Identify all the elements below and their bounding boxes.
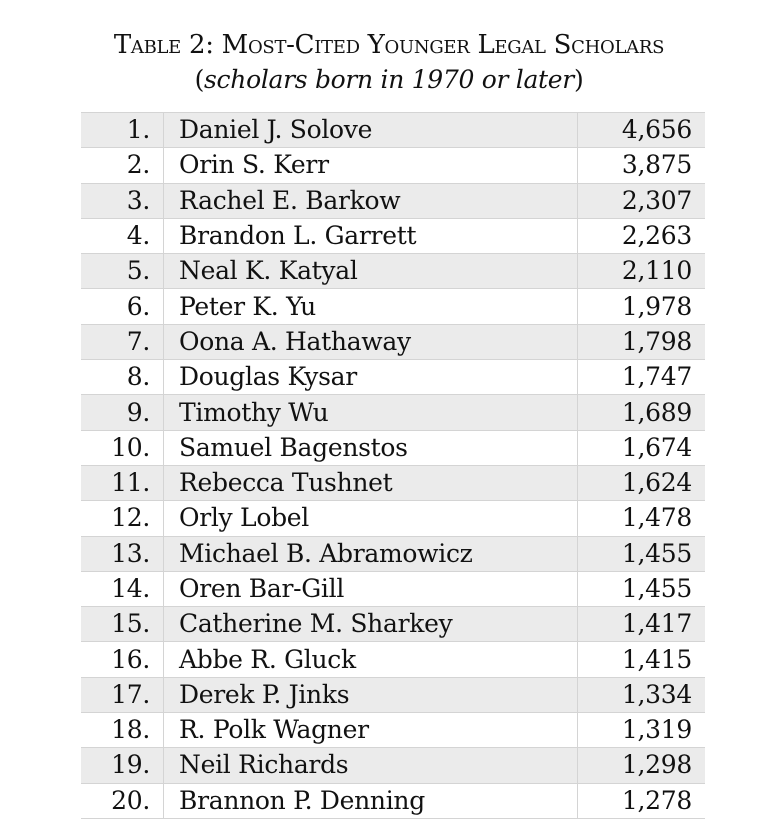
name-cell: Orly Lobel <box>164 501 578 536</box>
count-cell: 1,624 <box>578 465 706 500</box>
table-row <box>81 465 705 500</box>
rank-cell: 16. <box>81 642 164 677</box>
name-cell: Timothy Wu <box>164 395 578 430</box>
name-cell: Douglas Kysar <box>164 360 578 395</box>
name-cell: Orin S. Kerr <box>164 148 578 183</box>
table-row <box>81 571 705 606</box>
table-row <box>81 324 705 359</box>
name-cell: Neal K. Katyal <box>164 254 578 289</box>
rank-cell: 3. <box>81 183 164 218</box>
rank-cell: 9. <box>81 395 164 430</box>
rank-cell: 2. <box>81 148 164 183</box>
name-cell: Neil Richards <box>164 748 578 783</box>
rank-cell: 15. <box>81 607 164 642</box>
name-cell: Derek P. Jinks <box>164 677 578 712</box>
rank-cell: 11. <box>81 465 164 500</box>
name-cell: Rachel E. Barkow <box>164 183 578 218</box>
count-cell: 4,656 <box>578 113 706 148</box>
table-row <box>81 289 705 324</box>
count-cell: 3,875 <box>578 148 706 183</box>
count-cell: 1,298 <box>578 748 706 783</box>
count-cell: 2,110 <box>578 254 706 289</box>
count-cell: 1,455 <box>578 571 706 606</box>
rank-cell: 5. <box>81 254 164 289</box>
table-title: Table 2: Most-Cited Younger Legal Scholars <box>113 30 665 60</box>
name-cell: Brannon P. Denning <box>164 783 578 818</box>
rank-cell: 19. <box>81 748 164 783</box>
name-cell: Oona A. Hathaway <box>164 324 578 359</box>
count-cell: 1,278 <box>578 783 706 818</box>
count-cell: 1,978 <box>578 289 706 324</box>
rank-cell: 14. <box>81 571 164 606</box>
name-cell: R. Polk Wagner <box>164 713 578 748</box>
rank-cell: 18. <box>81 713 164 748</box>
table-row <box>81 183 705 218</box>
table-row <box>81 360 705 395</box>
table-row <box>81 748 705 783</box>
name-cell: Daniel J. Solove <box>164 113 578 148</box>
table-row <box>81 395 705 430</box>
rank-cell: 7. <box>81 324 164 359</box>
table-row <box>81 113 705 148</box>
count-cell: 1,674 <box>578 430 706 465</box>
subtitle-close-paren: ) <box>573 65 584 94</box>
count-cell: 1,455 <box>578 536 706 571</box>
table-subtitle <box>0 63 778 97</box>
subtitle-open-paren: ( <box>194 65 205 94</box>
name-cell: Michael B. Abramowicz <box>164 536 578 571</box>
rank-cell: 1. <box>81 113 164 148</box>
rank-cell: 6. <box>81 289 164 324</box>
name-cell: Oren Bar-Gill <box>164 571 578 606</box>
name-cell: Rebecca Tushnet <box>164 465 578 500</box>
rank-cell: 13. <box>81 536 164 571</box>
count-cell: 1,415 <box>578 642 706 677</box>
table-row <box>81 607 705 642</box>
rank-cell: 10. <box>81 430 164 465</box>
rank-cell: 20. <box>81 783 164 818</box>
count-cell: 1,747 <box>578 360 706 395</box>
count-cell: 1,689 <box>578 395 706 430</box>
table-row <box>81 430 705 465</box>
table-row <box>81 218 705 253</box>
count-cell: 1,798 <box>578 324 706 359</box>
count-cell: 1,478 <box>578 501 706 536</box>
rank-cell: 4. <box>81 218 164 253</box>
table-row <box>81 536 705 571</box>
name-cell: Samuel Bagenstos <box>164 430 578 465</box>
table-row <box>81 783 705 818</box>
scholars-table <box>81 112 705 819</box>
table-row <box>81 148 705 183</box>
table-row <box>81 254 705 289</box>
subtitle-text: scholars born in 1970 or later <box>204 65 574 94</box>
table-row <box>81 642 705 677</box>
name-cell: Brandon L. Garrett <box>164 218 578 253</box>
table-row <box>81 501 705 536</box>
rank-cell: 12. <box>81 501 164 536</box>
rank-cell: 8. <box>81 360 164 395</box>
table-row <box>81 677 705 712</box>
count-cell: 1,319 <box>578 713 706 748</box>
rank-cell: 17. <box>81 677 164 712</box>
count-cell: 1,334 <box>578 677 706 712</box>
count-cell: 1,417 <box>578 607 706 642</box>
name-cell: Catherine M. Sharkey <box>164 607 578 642</box>
scholars-table-body <box>81 113 705 819</box>
table-row <box>81 713 705 748</box>
name-cell: Abbe R. Gluck <box>164 642 578 677</box>
count-cell: 2,263 <box>578 218 706 253</box>
count-cell: 2,307 <box>578 183 706 218</box>
name-cell: Peter K. Yu <box>164 289 578 324</box>
